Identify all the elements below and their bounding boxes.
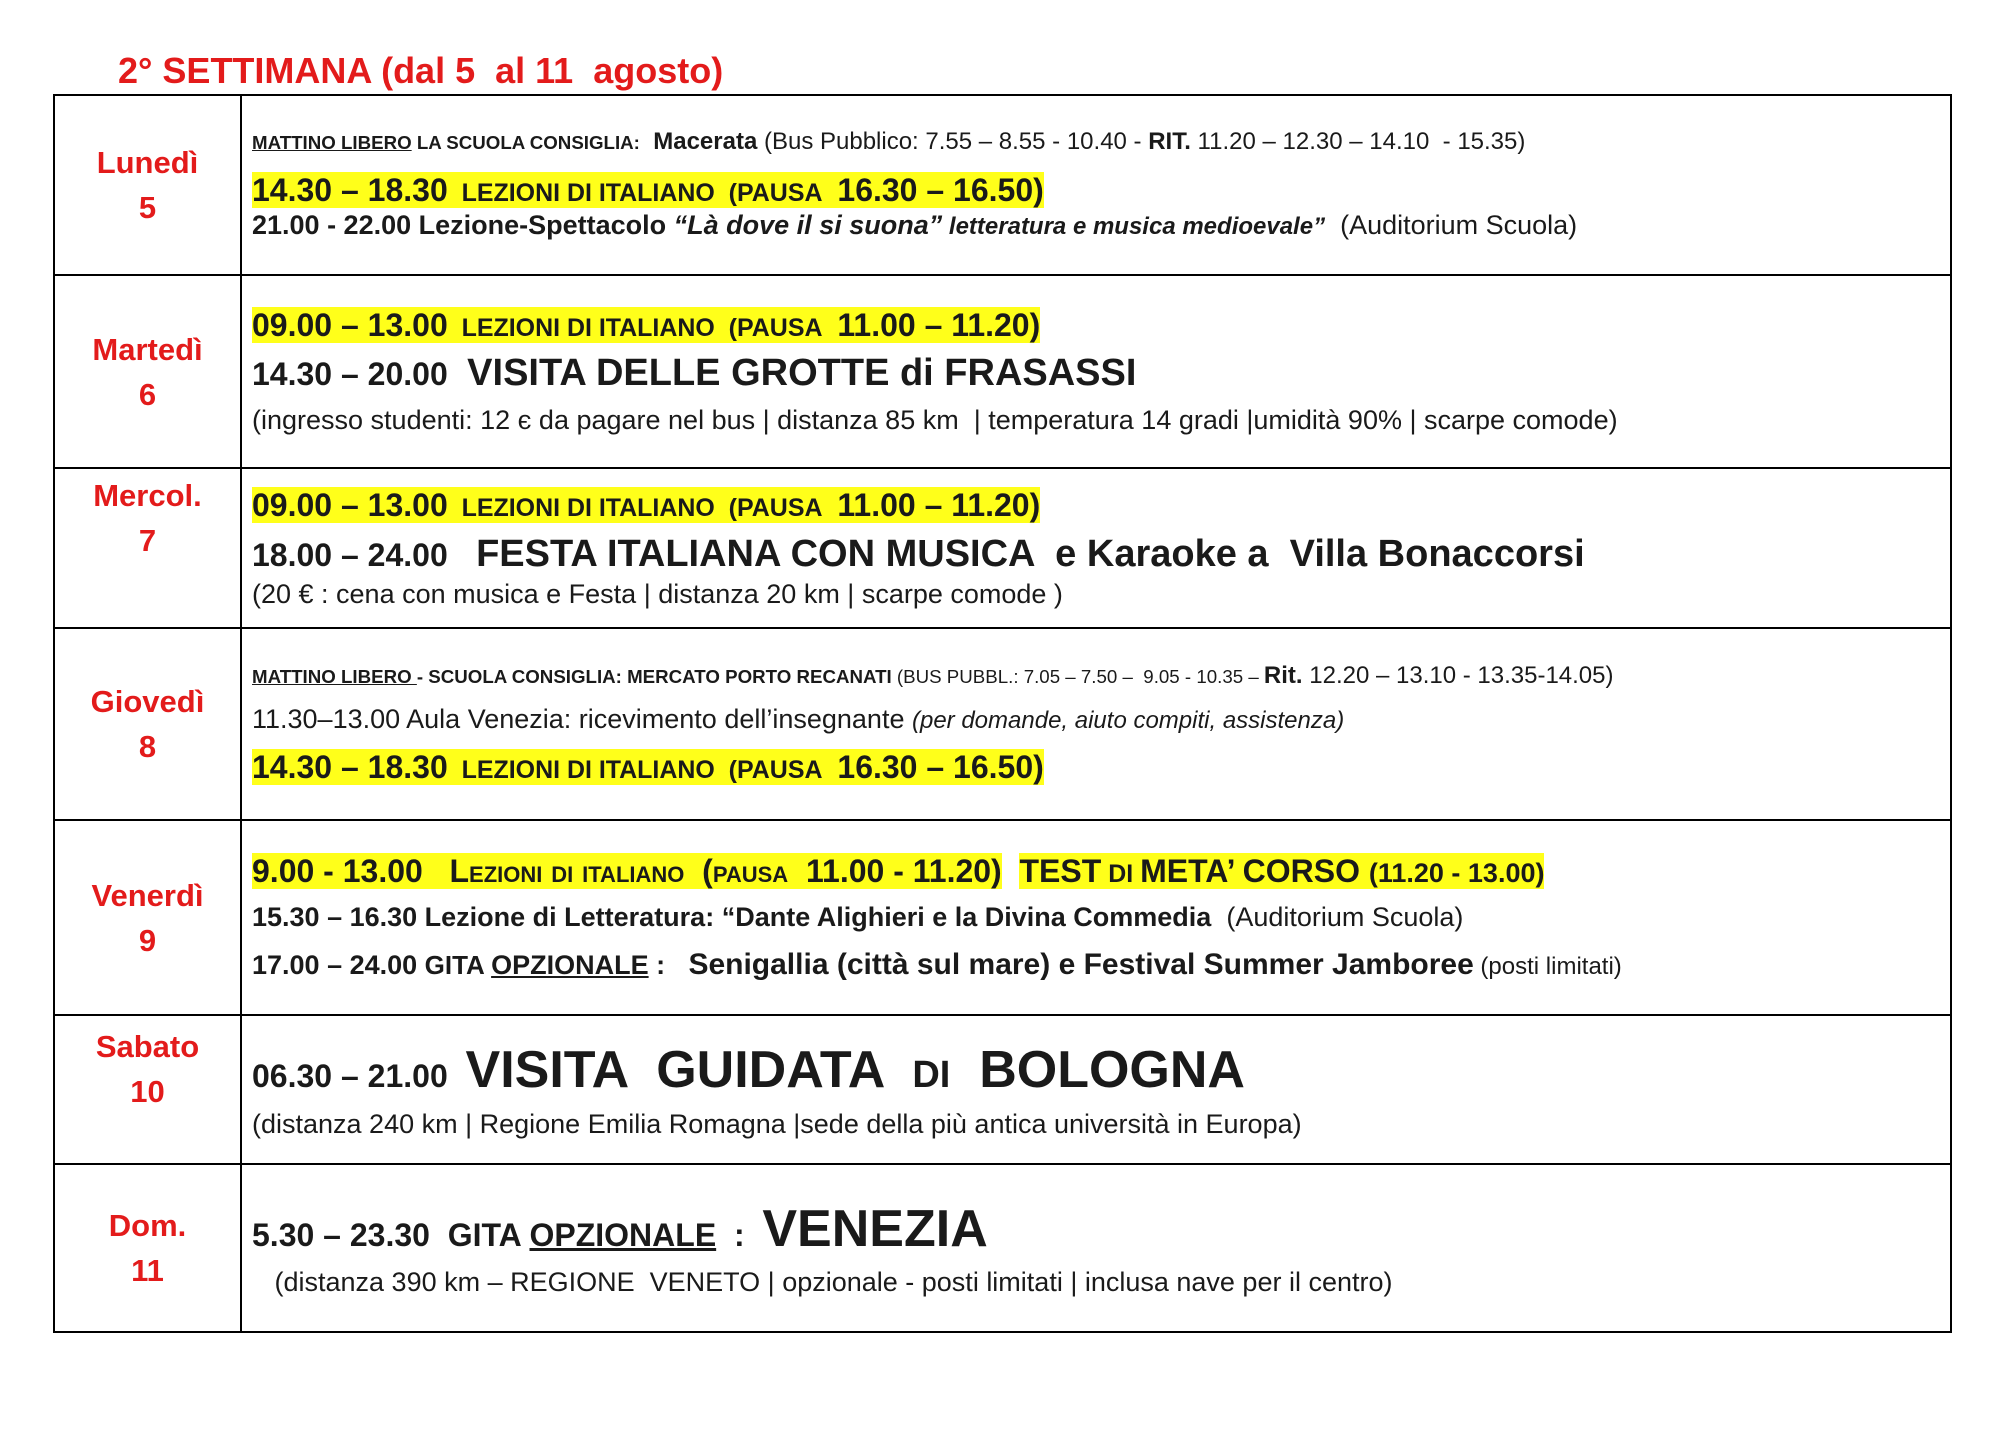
pause-time: 11.00 - 11.20) xyxy=(797,853,1002,890)
spacer xyxy=(1002,853,1020,889)
activity-line: (distanza 240 km | Regione Emilia Romagna |sede della più antica università in Europa) xyxy=(252,1108,1302,1139)
lesson-time: 9.00 - 13.00 xyxy=(252,853,441,890)
activity-line xyxy=(252,1039,1950,1101)
pause-time: 16.30 – 16.50) xyxy=(828,748,1044,785)
event-time: 17.00 – 24.00 xyxy=(252,949,425,980)
day-number: 6 xyxy=(138,376,157,412)
pause-time: 11.00 – 11.20) xyxy=(828,307,1041,344)
event-city: BOLOGNA xyxy=(950,1041,1245,1100)
day-name: Venerdì xyxy=(91,877,204,913)
day-activities xyxy=(241,468,1951,628)
day-name: Sabato xyxy=(95,1029,200,1064)
day-name: Mercol. xyxy=(93,478,202,513)
day-number: 7 xyxy=(138,523,157,558)
event-time: 18.00 – 24.00 xyxy=(252,537,466,574)
day-activities xyxy=(241,275,1951,468)
event-place: (Auditorium Scuola) xyxy=(1218,901,1464,932)
activity-line xyxy=(252,703,1950,736)
schedule-table xyxy=(53,94,1952,1333)
activity-line xyxy=(252,486,1950,524)
activity-line xyxy=(252,1198,1950,1260)
day-cell xyxy=(54,628,241,820)
day-cell xyxy=(54,1164,241,1332)
day-number: 11 xyxy=(131,1253,164,1288)
lesson-highlight xyxy=(252,172,1044,208)
test-label: TEST xyxy=(1019,853,1102,890)
event-time: 14.30 – 20.00 xyxy=(252,355,457,392)
activity-line xyxy=(252,748,1950,786)
lesson-time: 14.30 – 18.30 xyxy=(252,171,448,208)
event-connector: DI xyxy=(912,1054,951,1097)
event-time: 21.00 - 22.00 Lezione-Spettacolo xyxy=(252,210,674,241)
activity-line xyxy=(252,128,1950,157)
activity-line: (20 € : cena con musica e Festa | distanza 20 km | scarpe comode ) xyxy=(252,578,1063,609)
week-title: 2° SETTIMANA (dal 5 al 11 agosto) xyxy=(118,50,724,91)
lesson-label: Lezioni di italiano (pausa xyxy=(440,853,798,890)
event-title: VISITA GUIDATA xyxy=(465,1041,913,1100)
activity-line xyxy=(252,947,1950,983)
schedule-row xyxy=(54,628,1951,820)
schedule-row xyxy=(54,95,1951,275)
event-title: VENEZIA xyxy=(762,1199,988,1258)
event-place: (Auditorium Scuola) xyxy=(1325,210,1578,241)
office-hours: 11.30–13.00 Aula Venezia: ricevimento dell’insegnante xyxy=(252,703,912,734)
activity-line xyxy=(252,901,1950,933)
pause-time: 11.00 – 11.20) xyxy=(828,486,1041,523)
activity-line xyxy=(252,351,1950,397)
schedule-row xyxy=(54,1164,1951,1332)
day-activities xyxy=(241,820,1951,1015)
day-activities xyxy=(241,628,1951,820)
day-cell xyxy=(54,95,241,275)
show-title: “Là dove il si suona” xyxy=(673,210,943,241)
schedule-row xyxy=(54,1015,1951,1164)
activity-line xyxy=(252,209,1950,242)
day-activities xyxy=(241,1164,1951,1332)
day-cell xyxy=(54,1015,241,1164)
lesson-label: LEZIONI DI ITALIANO (PAUSA xyxy=(447,493,829,522)
activity-line xyxy=(252,306,1950,344)
lesson-label: LEZIONI DI ITALIANO (PAUSA xyxy=(447,755,829,784)
test-time: (11.20 - 13.00) xyxy=(1368,858,1545,889)
schedule-row xyxy=(54,820,1951,1015)
pause-time: 16.30 – 16.50) xyxy=(828,171,1044,208)
event-title: FESTA ITALIANA CON MUSICA e Karaoke a Villa Bonaccorsi xyxy=(465,533,1585,576)
return-label: RIT. xyxy=(1148,128,1191,155)
event-title: Senigallia (città sul mare) e Festival Summer Jamboree xyxy=(680,947,1474,981)
activity-line xyxy=(252,662,1950,691)
day-name: Giovedì xyxy=(90,684,205,719)
day-activities xyxy=(241,95,1951,275)
day-cell xyxy=(54,820,241,1015)
free-morning-label: MATTINO LIBERO xyxy=(252,666,417,687)
event-time: 5.30 – 23.30 xyxy=(252,1216,448,1253)
trip-label: GITA xyxy=(424,949,492,980)
bus-times: 12.20 – 13.10 - 13.35-14.05) xyxy=(1302,662,1614,689)
optional-label: OPZIONALE xyxy=(491,949,649,980)
lesson-highlight xyxy=(252,853,1002,889)
day-number: 8 xyxy=(138,729,157,764)
activity-line xyxy=(252,171,1950,209)
lesson-time: 09.00 – 13.00 xyxy=(252,307,448,344)
bus-info: (Bus Pubblico: 7.55 – 8.55 - 10.40 - xyxy=(757,128,1149,155)
activity-line: (distanza 390 km – REGIONE VENETO | opzionale - posti limitati | inclusa nave per il centro) xyxy=(252,1267,1393,1297)
activity-line: (ingresso studenti: 12 є da pagare nel bus | distanza 85 km | temperatura 14 gradi |umidità 90% | scarpe comode) xyxy=(252,405,1618,436)
day-cell xyxy=(54,468,241,628)
show-subtitle: letteratura e musica medioevale” xyxy=(942,213,1326,241)
lesson-highlight xyxy=(252,487,1040,523)
bus-info: (BUS PUBBL.: 7.05 – 7.50 – 9.05 - 10.35 – xyxy=(896,666,1264,687)
activity-line xyxy=(252,532,1950,578)
lesson-label: LEZIONI DI ITALIANO (PAUSA xyxy=(447,314,829,343)
test-rest: META’ CORSO xyxy=(1140,853,1369,890)
test-highlight xyxy=(1019,853,1544,889)
day-name: Lunedì xyxy=(96,145,199,180)
day-activities xyxy=(241,1015,1951,1164)
day-name: Dom. xyxy=(108,1208,187,1243)
day-name: Martedì xyxy=(92,331,203,367)
free-morning-label: MATTINO LIBERO xyxy=(252,132,412,153)
test-mid: DI xyxy=(1101,860,1141,889)
lesson-label: LEZIONI DI ITALIANO (PAUSA xyxy=(447,178,829,207)
day-number: 10 xyxy=(130,1074,165,1109)
place-name: Macerata xyxy=(639,128,758,155)
colon: : xyxy=(716,1216,763,1253)
day-number: 9 xyxy=(138,922,157,958)
trip-label: GITA xyxy=(447,1216,530,1253)
lesson-highlight xyxy=(252,749,1044,785)
day-number: 5 xyxy=(138,190,157,225)
event-time: 06.30 – 21.00 xyxy=(252,1058,466,1095)
lesson-time: 14.30 – 18.30 xyxy=(252,748,448,785)
schedule-row xyxy=(54,275,1951,468)
office-hours-note: (per domande, aiuto compiti, assistenza) xyxy=(911,706,1345,734)
advice-label: - SCUOLA CONSIGLIA: MERCATO PORTO RECANATI xyxy=(416,666,897,687)
return-label: Rit. xyxy=(1263,662,1303,689)
day-cell xyxy=(54,275,241,468)
event-note: (posti limitati) xyxy=(1473,952,1622,980)
bus-times: 11.20 – 12.30 – 14.10 - 15.35) xyxy=(1190,128,1526,155)
activity-line xyxy=(252,852,1950,890)
event-title: VISITA DELLE GROTTE di FRASASSI xyxy=(456,351,1137,394)
optional-label: OPZIONALE xyxy=(529,1216,717,1253)
schedule-row xyxy=(54,468,1951,628)
advice-label: LA SCUOLA CONSIGLIA: xyxy=(411,132,640,153)
lesson-highlight xyxy=(252,307,1040,343)
lecture-text: 15.30 – 16.30 Lezione di Letteratura: “Dante Alighieri e la Divina Commedia xyxy=(252,901,1219,932)
colon: : xyxy=(648,949,681,980)
lesson-time: 09.00 – 13.00 xyxy=(252,486,448,523)
